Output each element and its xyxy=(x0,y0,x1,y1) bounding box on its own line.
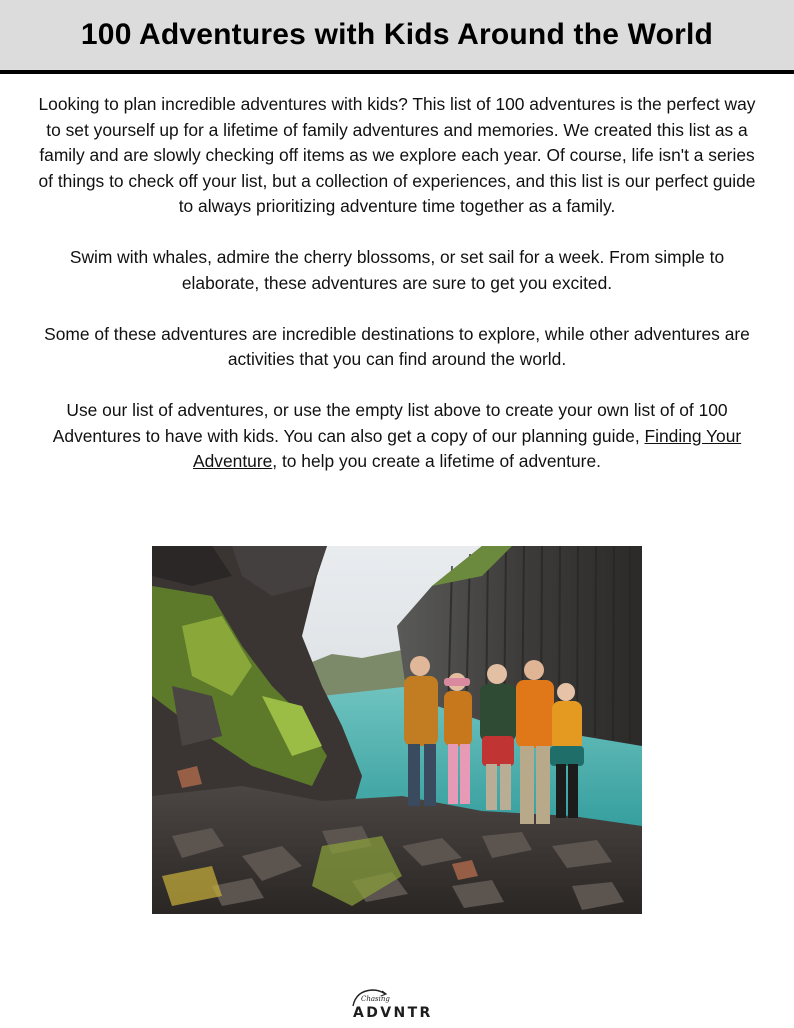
intro-paragraph-1: Looking to plan incredible adventures with kids? This list of 100 adventures is the perfect way to set yourself up for a lifetime of family adventures and memories. We created this list as a family and are slowly checking off items as we explore each year. Of course, life isn't a series of things to check off your list, but a collection of experiences, and this list is our perfect guide to always prioritizing adventure time together as a family. xyxy=(38,94,756,216)
intro-paragraph-2: Swim with whales, admire the cherry blossoms, or set sail for a week. From simple to elaborate, these adventures are sure to get you excited. xyxy=(69,247,725,293)
paragraph-4-text-start: Use our list of adventures, or use the empty list above to create your own list of of 100 Adventures to have with kids. You can also get a copy of our planning guide, xyxy=(52,400,728,446)
logo-wordmark: ADVNTR xyxy=(353,1005,433,1021)
paragraph-4-text-end: , to help you create a lifetime of adventure. xyxy=(272,451,601,471)
logo-script-text: Chasing xyxy=(361,995,390,1003)
intro-text xyxy=(38,92,756,500)
header-band xyxy=(0,0,794,74)
family-canyon-photo xyxy=(152,546,642,914)
page-title: 100 Adventures with Kids Around the World xyxy=(80,18,714,51)
finding-your-adventure-link[interactable]: Finding Your Adventure xyxy=(193,425,742,471)
intro-paragraph-3: Some of these adventures are incredible destinations to explore, while other adventures are activities that you can find around the world. xyxy=(44,323,750,369)
chasing-advntr-logo xyxy=(348,988,448,1024)
intro-paragraph-4 xyxy=(38,398,756,475)
